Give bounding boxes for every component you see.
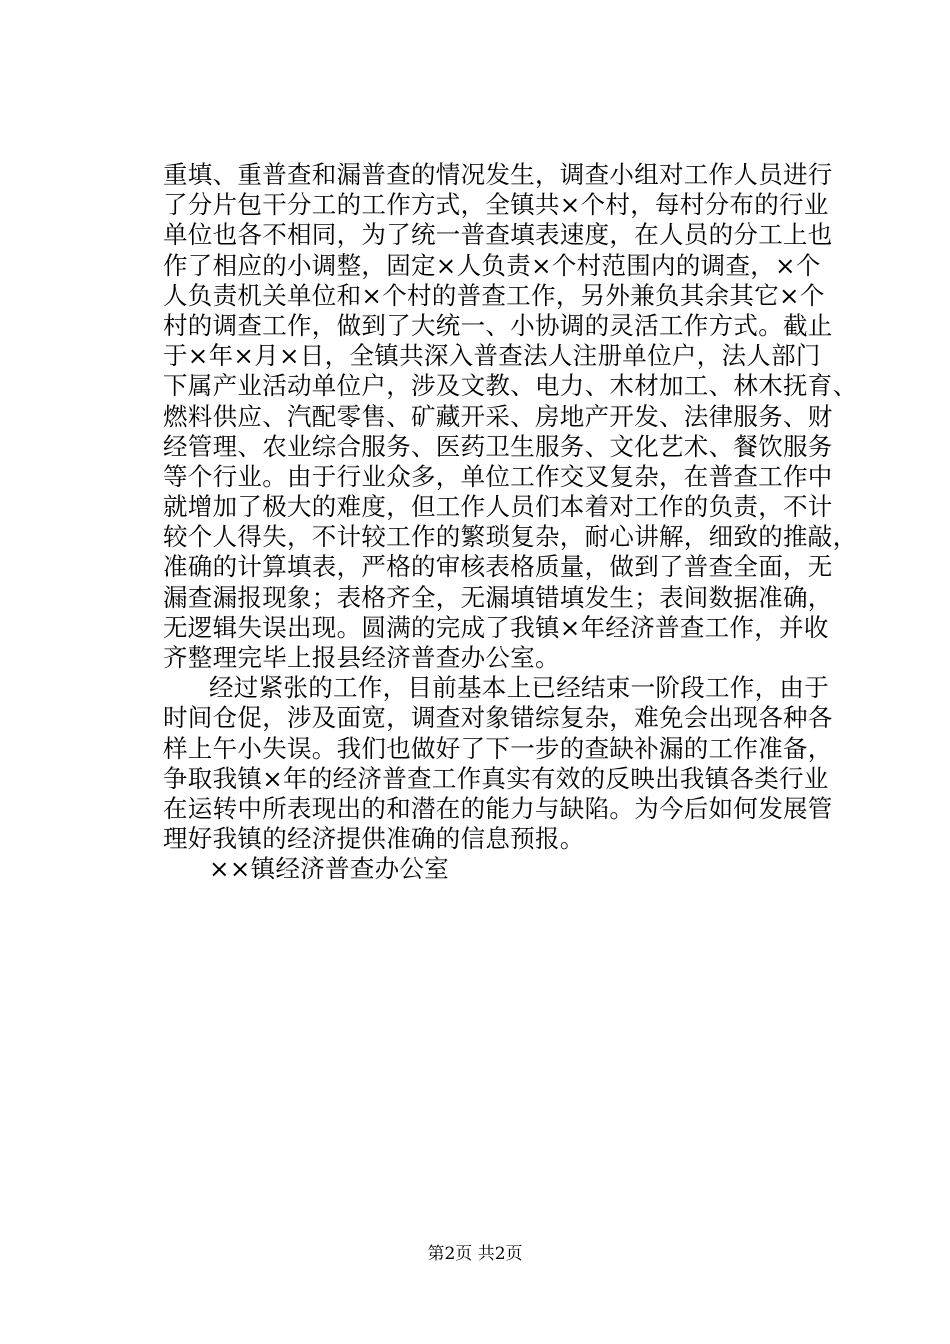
- paragraph-1-line: 准确的计算填表，严格的审核表格质量，做到了普查全面，无: [163, 552, 833, 582]
- paragraph-1-line: 于×年×月×日，全镇共深入普查法人注册单位户，法人部门: [163, 341, 821, 371]
- paragraph-1-line: 了分片包干分工的工作方式，全镇共×个村，每村分布的行业: [163, 190, 829, 220]
- paragraph-2-line: 争取我镇×年的经济普查工作真实有效的反映出我镇各类行业: [163, 763, 829, 793]
- paragraph-1-line: 无逻辑失误出现。圆满的完成了我镇×年经济普查工作，并收: [163, 612, 829, 642]
- signature-line: ××镇经济普查办公室: [209, 854, 450, 884]
- paragraph-1-line: 经管理、农业综合服务、医药卫生服务、文化艺术、餐饮服务: [163, 431, 833, 461]
- paragraph-1-line: 单位也各不相同，为了统一普查填表速度，在人员的分工上也: [163, 220, 833, 250]
- paragraph-2-line: 经过紧张的工作，目前基本上已经结束一阶段工作，由于: [209, 673, 829, 703]
- paragraph-1-line: 就增加了极大的难度，但工作人员们本着对工作的负责，不计: [163, 492, 833, 522]
- paragraph-1-line: 人负责机关单位和×个村的普查工作，另外兼负其余其它×个: [163, 280, 825, 310]
- document-body: [163, 160, 858, 885]
- paragraph-2-line: 在运转中所表现出的和潜在的能力与缺陷。为今后如何发展管: [163, 793, 833, 823]
- paragraph-2-line: 样上午小失误。我们也做好了下一步的查缺补漏的工作准备，: [163, 733, 833, 763]
- paragraph-2-line: 理好我镇的经济提供准确的信息预报。: [163, 824, 585, 854]
- paragraph-1-line: 村的调查工作，做到了大统一、小协调的灵活工作方式。截止: [163, 310, 833, 340]
- paragraph-1-line: 齐整理完毕上报县经济普查办公室。: [163, 643, 560, 672]
- paragraph-1-line: 等个行业。由于行业众多，单位工作交叉复杂，在普查工作中: [163, 461, 833, 491]
- paragraph-1-line: 燃料供应、汽配零售、矿藏开采、房地产开发、法律服务、财: [163, 401, 833, 431]
- paragraph-1-line: 重填、重普查和漏普查的情况发生，调查小组对工作人员进行: [163, 160, 833, 189]
- paragraph-1-line: 较个人得失，不计较工作的繁琐复杂，耐心讲解，细致的推敲，: [163, 522, 858, 552]
- paragraph-2-line: 时间仓促，涉及面宽，调查对象错综复杂，难免会出现各种各: [163, 703, 833, 733]
- paragraph-1-line: 作了相应的小调整，固定×人负责×个村范围内的调查，×个: [163, 250, 821, 280]
- paragraph-1-line: 漏查漏报现象；表格齐全，无漏填错填发生；表间数据准确，: [163, 582, 833, 612]
- paragraph-1-line: 下属产业活动单位户，涉及文教、电力、木材加工、林木抚育、: [163, 371, 858, 401]
- page-footer: 第2页 共2页: [427, 1244, 523, 1264]
